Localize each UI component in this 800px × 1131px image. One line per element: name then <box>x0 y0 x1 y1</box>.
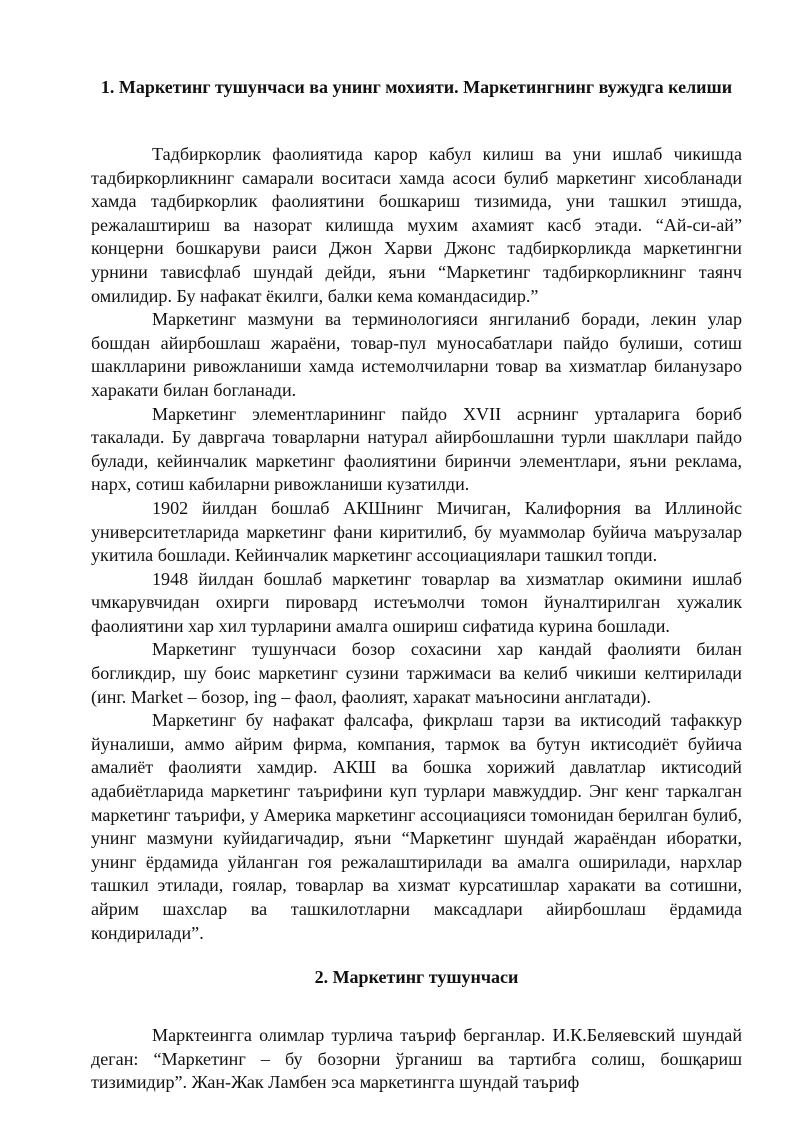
section-1-paragraph: Маркетинг бу нафакат фалсафа, фикрлаш тарзи ва иктисодий тафаккур йуналиши, аммо айрим фирма, компания, тармок ва бутун иктисодиёт буйича амалиёт фаолияти хамдир. АКШ ва бошка хорижий давлатлар иктисодий адабиётларида маркетинг таърифини куп турлари мавжуддир. Энг кенг таркалган маркетинг таърифи, у Америка маркетинг ассоциацияси томонидан берилган булиб, унинг мазмуни куйидагичадир, яъни “Маркетинг шундай жараёндан иборатки, унинг ёрдамида уйланган гоя режалаштирилади ва амалга оширилади, нархлар ташкил этилади, гоялар, товарлар ва хизмат курсатишлар харакати ва сотишни, айрим шахслар ва ташкилотларни максадлари айирбошлаш ёрдамида кондирилади”. <box>91 710 742 943</box>
section-2-paragraph: Марктеингга олимлар турлича таъриф берганлар. И.К.Беляевский шундай деган: “Маркетинг – бу бозорни ўрганиш ва тартибга солиш, бошқариш тизимидир”. Жан-Жак Ламбен эса маркетингга шундай таъриф <box>91 1025 742 1093</box>
section-2-title: 2. Маркетинг тушунчаси <box>314 967 519 988</box>
section-1-paragraph: Маркетинг тушунчаси бозор сохасини хар кандай фаолияти билан богликдир, шу боис маркетинг сузини таржимаси ва келиб чикиши келтирилади (инг. Market – бозор, ing – фаол, фаолият, харакат маъносини англатади). <box>91 639 742 707</box>
section-1-paragraph: Тадбиркорлик фаолиятида карор кабул килиш ва уни ишлаб чикишда тадбиркорликнинг самарали воситаси хамда асоси булиб маркетинг хисобланади хамда тадбиркорлик фаолиятини бошкариш тизимида, уни ташкил этишда, режалаштириш ва назорат килишда мухим ахамият касб этади. “Ай-си-ай” концерни бошкаруви раиси Джон Харви Джонс тадбиркорликда маркетингни урнини тависфлаб шундай дейди, яъни “Маркетинг тадбиркорликнинг таянч омилидир. Бу нафакат ёкилги, балки кема командасидир.” <box>91 144 742 306</box>
section-1-paragraph: Маркетинг мазмуни ва терминологияси янгиланиб боради, лекин улар бошдан айирбошлаш жараёни, товар-пул муносабатлари пайдо булиши, сотиш шаклларини ривожланиши хамда истемолчиларни товар ва хизматлар биланузаро харакати билан богланади. <box>91 309 742 400</box>
spacer <box>91 945 742 966</box>
section-1-title: 1. Маркетинг тушунчаси ва унинг мохияти. Маркетингнинг вужудга келиши <box>100 77 733 97</box>
spacer <box>91 988 742 1024</box>
section-1-paragraph: 1902 йилдан бошлаб АКШнинг Мичиган, Калифорния ва Иллинойс университетларида маркетинг фани киритилиб, бу муаммолар буйича маърузалар укитила бошлади. Кейинчалик маркетинг ассоциациялари ташкил топди. <box>91 497 742 566</box>
section-1-paragraph: Маркетинг элементларининг пайдо XVII асрнинг урталарига бориб такалади. Бу давргача товарларни натурал айирбошлашни турли шакллари пайдо булади, кейинчалик маркетинг фаолиятини биринчи элементлари, яъни реклама, нарх, сотиш кабиларни ривожланиши кузатилди. <box>91 403 742 495</box>
section-1-paragraph: 1948 йилдан бошлаб маркетинг товарлар ва хизматлар окимини ишлаб чмкарувчидан охирги пировард истеъмолчи томон йуналтирилган хужалик фаолиятини хар хил турларини амалга ошириш сифатида курина бошлади. <box>91 568 742 636</box>
spacer <box>91 98 742 143</box>
